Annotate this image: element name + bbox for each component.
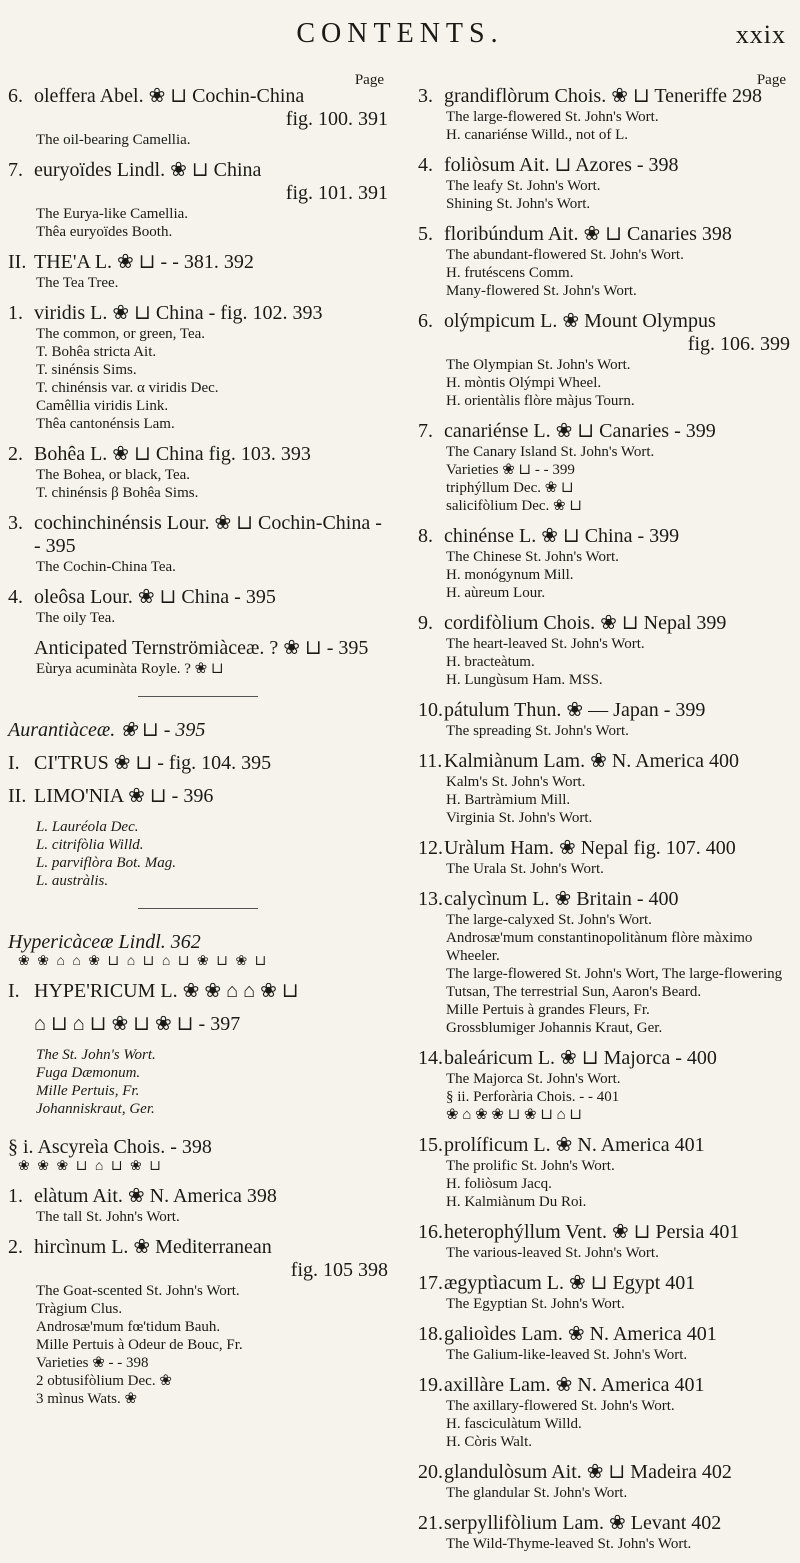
- entry-line: [8, 752, 388, 775]
- entry-note: H. aùreum Lour.: [446, 585, 546, 602]
- index-entry: [8, 637, 388, 678]
- family-heading: Aurantiàceæ. ❀ ⊔ - 395: [8, 719, 206, 742]
- entry-note: Varieties ❀ - - 398: [36, 1355, 149, 1372]
- section-divider: [138, 696, 258, 697]
- entry-note: The large-calyxed St. John's Wort.: [446, 912, 652, 929]
- habit-symbols: ❀ ❀ ⌂ ⌂ ❀ ⊔ ⌂ ⊔ ⌂ ⊔ ❀ ⊔ ❀ ⊔: [18, 954, 269, 970]
- entry-note: H. orientàlis flòre màjus Tourn.: [446, 393, 635, 410]
- entry-line: [418, 525, 790, 548]
- entry-title: CI'TRUS ❀ ⊔ - fig. 104. 395: [34, 752, 272, 775]
- entry-line: [418, 612, 790, 635]
- entry-number: I.: [8, 752, 20, 775]
- index-entry: [418, 1461, 790, 1502]
- entry-line: [8, 1013, 388, 1036]
- entry-note: Mille Pertuis à grandes Fleurs, Fr.: [446, 1002, 650, 1019]
- entry-number: 14.: [418, 1047, 443, 1070]
- entry-title: LIMO'NIA ❀ ⊔ - 396: [34, 785, 214, 808]
- entry-line: [8, 586, 388, 609]
- index-entry: [8, 1185, 388, 1226]
- entry-title: THE'A L. ❀ ⊔ - - 381. 392: [34, 251, 254, 274]
- entry-number: 5.: [418, 223, 433, 246]
- entry-title: calycìnum L. ❀ Britain - 400: [444, 888, 679, 911]
- page-number: xxix: [735, 20, 786, 49]
- entry-line: [418, 699, 790, 722]
- index-entry: [8, 159, 388, 241]
- entry-title: ægyptìacum L. ❀ ⊔ Egypt 401: [444, 1272, 696, 1295]
- entry-note: Thêa cantonénsis Lam.: [36, 416, 175, 433]
- index-entry: [418, 1374, 790, 1451]
- subsection: [8, 1136, 388, 1175]
- entry-note: T. chinénsis β Bohêa Sims.: [36, 485, 199, 502]
- entry-number: 21.: [418, 1512, 443, 1535]
- entry-note: The Wild-Thyme-leaved St. John's Wort.: [446, 1536, 692, 1553]
- entry-number: 6.: [8, 85, 23, 108]
- entry-note: H. frutéscens Comm.: [446, 265, 574, 282]
- section-note: The St. John's Wort.: [36, 1047, 156, 1064]
- entry-number: 10.: [418, 699, 443, 722]
- index-entry: [418, 750, 790, 827]
- entry-title: serpyllifòlium Lam. ❀ Levant 402: [444, 1512, 722, 1535]
- entry-note: Shining St. John's Wort.: [446, 196, 591, 213]
- entry-note: The tall St. John's Wort.: [36, 1209, 180, 1226]
- entry-line: [418, 837, 790, 860]
- section-note: L. austràlis.: [36, 873, 109, 890]
- index-entry: [418, 525, 790, 602]
- entry-line: [418, 1461, 790, 1484]
- entry-note: salicifòlium Dec. ❀ ⊔: [446, 498, 582, 515]
- entry-number: 8.: [418, 525, 433, 548]
- entry-note: The prolific St. John's Wort.: [446, 1158, 615, 1175]
- entry-number: 15.: [418, 1134, 443, 1157]
- entry-note: The Egyptian St. John's Wort.: [446, 1296, 625, 1313]
- figure-reference: fig. 105 398: [290, 1259, 388, 1282]
- running-title: CONTENTS.: [296, 18, 504, 49]
- entry-line: [418, 154, 790, 177]
- entry-note: H. Lungùsum Ham. MSS.: [446, 672, 603, 689]
- page-header: [0, 18, 800, 58]
- entry-number: 1.: [8, 302, 23, 325]
- entry-note: Many-flowered St. John's Wort.: [446, 283, 637, 300]
- entry-note: The Bohea, or black, Tea.: [36, 467, 191, 484]
- entry-title: prolíficum L. ❀ N. America 401: [444, 1134, 705, 1157]
- index-entry: [418, 837, 790, 878]
- index-entry: [418, 154, 790, 213]
- entry-note: The large-flowered St. John's Wort.: [446, 109, 659, 126]
- index-entry: [8, 512, 388, 576]
- index-entry: [418, 1134, 790, 1211]
- entry-line: [8, 1185, 388, 1208]
- entry-title: heterophýllum Vent. ❀ ⊔ Persia 401: [444, 1221, 740, 1244]
- entry-number: 12.: [418, 837, 443, 860]
- index-entry: [418, 1512, 790, 1553]
- entry-title: pátulum Thun. ❀ — Japan - 399: [444, 699, 706, 722]
- index-entry: [8, 785, 388, 808]
- entry-line: [418, 310, 790, 333]
- page-column-heading: Page: [354, 72, 384, 88]
- entry-line: [8, 512, 388, 558]
- index-entry: [418, 888, 790, 1037]
- entry-number: II.: [8, 785, 27, 808]
- entry-line: [418, 85, 790, 108]
- subsection-heading: § i. Ascyreìa Chois. - 398: [8, 1136, 212, 1159]
- entry-note: T. chinénsis var. α viridis Dec.: [36, 380, 219, 397]
- index-entry: [418, 1272, 790, 1313]
- section-note: Johanniskraut, Ger.: [36, 1101, 155, 1118]
- index-entry: [8, 443, 388, 502]
- entry-line: [418, 223, 790, 246]
- entry-note: The axillary-flowered St. John's Wort.: [446, 1398, 675, 1415]
- entry-line: [8, 85, 388, 108]
- entry-title: euryoïdes Lindl. ❀ ⊔ China: [34, 159, 262, 182]
- entry-title: canariénse L. ❀ ⊔ Canaries - 399: [444, 420, 716, 443]
- entry-title: ⌂ ⊔ ⌂ ⊔ ❀ ⊔ ❀ ⊔ - 397: [34, 1013, 241, 1036]
- entry-note: The Majorca St. John's Wort.: [446, 1071, 621, 1088]
- entry-note: The Tea Tree.: [36, 275, 119, 292]
- entry-number: II.: [8, 251, 27, 274]
- entry-title: grandiflòrum Chois. ❀ ⊔ Teneriffe 298: [444, 85, 762, 108]
- entry-note: Virginia St. John's Wort.: [446, 810, 593, 827]
- entry-title: oleôsa Lour. ❀ ⊔ China - 395: [34, 586, 276, 609]
- left-column: [8, 72, 388, 1418]
- entry-number: 4.: [418, 154, 433, 177]
- figure-reference: fig. 106. 399: [687, 333, 790, 356]
- entry-note: H. canariénse Willd., not of L.: [446, 127, 628, 144]
- entry-number: 3.: [8, 512, 23, 535]
- entry-line: [8, 637, 388, 660]
- entry-title: cordifòlium Chois. ❀ ⊔ Nepal 399: [444, 612, 727, 635]
- section-note: L. Lauréola Dec.: [36, 819, 139, 836]
- entry-note: H. Bartràmium Mill.: [446, 792, 571, 809]
- family-section: [8, 908, 388, 970]
- entry-title: Uràlum Ham. ❀ Nepal fig. 107. 400: [444, 837, 736, 860]
- entry-note: 3 mìnus Wats. ❀: [36, 1391, 138, 1408]
- entry-note: Thêa euryoïdes Booth.: [36, 224, 173, 241]
- entry-number: 16.: [418, 1221, 443, 1244]
- entry-line: [418, 750, 790, 773]
- entry-line: [418, 1047, 790, 1070]
- entry-number: 7.: [418, 420, 433, 443]
- entry-note: Mille Pertuis à Odeur de Bouc, Fr.: [36, 1337, 243, 1354]
- entry-title: viridis L. ❀ ⊔ China - fig. 102. 393: [34, 302, 323, 325]
- entry-title: chinénse L. ❀ ⊔ China - 399: [444, 525, 680, 548]
- family-heading: Hypericàceæ Lindl. 362: [8, 931, 201, 954]
- entry-note: The spreading St. John's Wort.: [446, 723, 629, 740]
- entry-title: baleáricum L. ❀ ⊔ Majorca - 400: [444, 1047, 717, 1070]
- entry-number: 18.: [418, 1323, 443, 1346]
- entry-line: [8, 251, 388, 274]
- entry-number: I.: [8, 980, 20, 1003]
- index-entry: [418, 1047, 790, 1124]
- index-entry: [8, 85, 388, 149]
- entry-title: oleffera Abel. ❀ ⊔ Cochin-China: [34, 85, 305, 108]
- entry-note: The Urala St. John's Wort.: [446, 861, 604, 878]
- entry-note: Camêllia viridis Link.: [36, 398, 169, 415]
- page-column-heading: Page: [756, 72, 786, 88]
- entry-note: Androsæ'mum fœ'tidum Bauh.: [36, 1319, 221, 1336]
- entry-title: HYPE'RICUM L. ❀ ❀ ⌂ ⌂ ❀ ⊔: [34, 980, 299, 1003]
- entry-title: Kalmiànum Lam. ❀ N. America 400: [444, 750, 740, 773]
- entry-title: Anticipated Ternströmiàceæ. ? ❀ ⊔ - 395: [34, 637, 369, 660]
- entry-note: The Cochin-China Tea.: [36, 559, 176, 576]
- index-entry: [8, 302, 388, 433]
- entry-note: H. fasciculàtum Willd.: [446, 1416, 582, 1433]
- entry-line: [418, 1221, 790, 1244]
- entry-note: Tràgium Clus.: [36, 1301, 123, 1318]
- entry-note: The abundant-flowered St. John's Wort.: [446, 247, 684, 264]
- entry-note: The heart-leaved St. John's Wort.: [446, 636, 645, 653]
- entry-note: The Chinese St. John's Wort.: [446, 549, 619, 566]
- entry-note: H. mòntis Olýmpi Wheel.: [446, 375, 602, 392]
- entry-note: triphýllum Dec. ❀ ⊔: [446, 480, 574, 497]
- entry-note: The Canary Island St. John's Wort.: [446, 444, 655, 461]
- entry-note: H. bracteàtum.: [446, 654, 535, 671]
- entry-number: 4.: [8, 586, 23, 609]
- entry-title: glandulòsum Ait. ❀ ⊔ Madeira 402: [444, 1461, 732, 1484]
- entry-note: The oily Tea.: [36, 610, 116, 627]
- entry-title: elàtum Ait. ❀ N. America 398: [34, 1185, 277, 1208]
- entry-note: The various-leaved St. John's Wort.: [446, 1245, 659, 1262]
- index-entry: [418, 1323, 790, 1364]
- entry-line: [8, 980, 388, 1003]
- index-entry: [8, 980, 388, 1003]
- index-entry: [418, 699, 790, 740]
- entry-title: axillàre Lam. ❀ N. America 401: [444, 1374, 705, 1397]
- entry-line: [418, 1272, 790, 1295]
- entry-note: Varieties ❀ ⊔ - - 399: [446, 462, 575, 479]
- entry-number: 19.: [418, 1374, 443, 1397]
- entry-note: H. Kalmiànum Du Roi.: [446, 1194, 587, 1211]
- entry-line: [8, 785, 388, 808]
- index-entry: [8, 1013, 388, 1036]
- entry-note: The leafy St. John's Wort.: [446, 178, 601, 195]
- index-entry: [8, 752, 388, 775]
- entry-line: [418, 1374, 790, 1397]
- entry-note: Grossblumiger Johannis Kraut, Ger.: [446, 1020, 663, 1037]
- index-entry: [418, 612, 790, 689]
- family-section: [8, 696, 388, 742]
- entry-number: 7.: [8, 159, 23, 182]
- entry-note: H. Còris Walt.: [446, 1434, 533, 1451]
- entry-note: The Eurya-like Camellia.: [36, 206, 189, 223]
- entry-line: [8, 302, 388, 325]
- entry-number: 17.: [418, 1272, 443, 1295]
- section-note: Fuga Dæmonum.: [36, 1065, 141, 1082]
- entry-note: H. foliòsum Jacq.: [446, 1176, 552, 1193]
- index-entry: [8, 586, 388, 627]
- entry-note: H. monógynum Mill.: [446, 567, 574, 584]
- index-entry: [418, 420, 790, 515]
- entry-note: The Olympian St. John's Wort.: [446, 357, 631, 374]
- entry-number: 2.: [8, 443, 23, 466]
- entry-title: floribúndum Ait. ❀ ⊔ Canaries 398: [444, 223, 732, 246]
- entry-line: [8, 443, 388, 466]
- index-entry: [8, 251, 388, 292]
- entry-line: [8, 159, 388, 182]
- index-entry: [418, 85, 790, 144]
- entry-title: galioìdes Lam. ❀ N. America 401: [444, 1323, 717, 1346]
- section-note: L. citrifòlia Willd.: [36, 837, 144, 854]
- index-entry: [418, 1221, 790, 1262]
- entry-note: The Galium-like-leaved St. John's Wort.: [446, 1347, 688, 1364]
- index-entry: [418, 223, 790, 300]
- entry-note: T. sinénsis Sims.: [36, 362, 137, 379]
- entry-note: The oil-bearing Camellia.: [36, 132, 191, 149]
- entry-number: 13.: [418, 888, 443, 911]
- entry-note: 2 obtusifòlium Dec. ❀: [36, 1373, 172, 1390]
- entry-title: cochinchinénsis Lour. ❀ ⊔ Cochin-China - - 395: [34, 512, 382, 558]
- entry-note: T. Bohêa stricta Ait.: [36, 344, 157, 361]
- entry-line: [418, 1134, 790, 1157]
- entry-number: 20.: [418, 1461, 443, 1484]
- figure-reference: fig. 101. 391: [285, 182, 388, 205]
- entry-note: The common, or green, Tea.: [36, 326, 206, 343]
- entry-note: Eùrya acuminàta Royle. ? ❀ ⊔: [36, 661, 224, 678]
- entry-line: [418, 1323, 790, 1346]
- entry-line: [418, 420, 790, 443]
- entry-number: 2.: [8, 1236, 23, 1259]
- index-entry: [8, 1236, 388, 1408]
- entry-note: The glandular St. John's Wort.: [446, 1485, 628, 1502]
- section-note: L. parviflòra Bot. Mag.: [36, 855, 177, 872]
- entry-title: olýmpicum L. ❀ Mount Olympus: [444, 310, 716, 333]
- entry-title: Bohêa L. ❀ ⊔ China fig. 103. 393: [34, 443, 311, 466]
- entry-note: The Goat-scented St. John's Wort.: [36, 1283, 240, 1300]
- entry-note: ❀ ⌂ ❀ ❀ ⊔ ❀ ⊔ ⌂ ⊔: [446, 1107, 582, 1124]
- section-divider: [138, 908, 258, 909]
- section-note: Mille Pertuis, Fr.: [36, 1083, 140, 1100]
- entry-number: 9.: [418, 612, 433, 635]
- entry-note: The large-flowered St. John's Wort, The large-flowering Tutsan, The terrestrial Sun, Aaron's Beard.: [446, 966, 783, 1001]
- entry-note: Kalm's St. John's Wort.: [446, 774, 586, 791]
- entry-note: Androsæ'mum constantinopolitànum flòre màximo Wheeler.: [446, 930, 753, 965]
- entry-number: 3.: [418, 85, 433, 108]
- right-column: [418, 72, 790, 1563]
- entry-number: 1.: [8, 1185, 23, 1208]
- habit-symbols: ❀ ❀ ❀ ⊔ ⌂ ⊔ ❀ ⊔: [18, 1159, 164, 1175]
- figure-reference: fig. 100. 391: [285, 108, 388, 131]
- entry-line: [8, 1236, 388, 1259]
- entry-line: [418, 888, 790, 911]
- entry-line: [418, 1512, 790, 1535]
- entry-note: § ii. Perforària Chois. - - 401: [446, 1089, 620, 1106]
- entry-title: hircìnum L. ❀ Mediterranean: [34, 1236, 272, 1259]
- entry-title: foliòsum Ait. ⊔ Azores - 398: [444, 154, 679, 177]
- entry-number: 11.: [418, 750, 443, 773]
- index-entry: [418, 310, 790, 410]
- entry-number: 6.: [418, 310, 433, 333]
